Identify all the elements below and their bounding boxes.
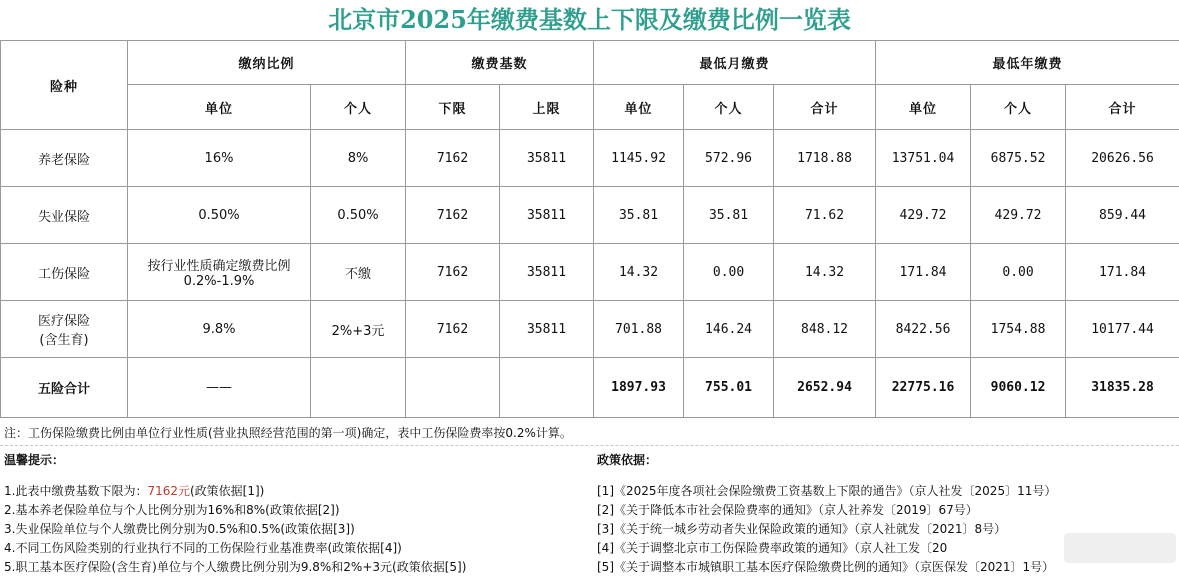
- table-row-unemployment: [1, 187, 1179, 244]
- unit-rate: ——: [128, 358, 311, 418]
- row-name: 五险合计: [1, 358, 128, 418]
- tips-heading: 温馨提示：: [4, 453, 65, 467]
- basis-item: [3]《关于统一城乡劳动者失业保险政策的通知》（京人社就发〔2021〕8号）: [597, 522, 1007, 536]
- monthly-unit: 1897.93: [594, 358, 684, 418]
- base-upper: 35811: [500, 187, 594, 244]
- annual-unit: 22775.16: [876, 358, 971, 418]
- tip-item: 4.不同工伤风险类别的行业执行不同的工伤保险行业基准费率(政策依据[4]): [4, 541, 402, 555]
- empty-cell: [406, 358, 500, 418]
- basis-item: [5]《关于调整本市城镇职工基本医疗保险缴费比例的通知》（京医保发〔2021〕1号）: [597, 560, 1055, 574]
- unit-rate: 9.8%: [128, 301, 311, 358]
- personal-rate: 不缴: [311, 244, 406, 301]
- base-upper: 35811: [500, 130, 594, 187]
- monthly-unit: 14.32: [594, 244, 684, 301]
- basis-heading: 政策依据：: [597, 453, 658, 467]
- tip-highlight-value: 7162元: [147, 484, 190, 498]
- annual-total: 171.84: [1066, 244, 1179, 301]
- header-rate: 缴纳比例: [128, 41, 406, 85]
- unit-rate: 0.50%: [128, 187, 311, 244]
- unit-rate: 16%: [128, 130, 311, 187]
- base-lower: 7162: [406, 187, 500, 244]
- monthly-unit: 35.81: [594, 187, 684, 244]
- table-row-work-injury: [1, 244, 1179, 301]
- header-min-annual: 最低年缴费: [876, 41, 1179, 85]
- basis-item: [1]《2025年度各项社会保险缴费工资基数上下限的通告》（京人社发〔2025〕11号）: [597, 484, 1057, 498]
- row-name: 工伤保险: [1, 244, 128, 301]
- base-lower: 7162: [406, 244, 500, 301]
- policy-basis-list: [597, 482, 1056, 577]
- monthly-total: 14.32: [774, 244, 876, 301]
- personal-rate: 2%+3元: [311, 301, 406, 358]
- annual-unit: 171.84: [876, 244, 971, 301]
- header-base-upper: 上限: [500, 85, 594, 130]
- annual-unit: 8422.56: [876, 301, 971, 358]
- header-rate-personal: 个人: [311, 85, 406, 130]
- monthly-total: 71.62: [774, 187, 876, 244]
- header-monthly-unit: 单位: [594, 85, 684, 130]
- unit-rate: 按行业性质确定缴费比例0.2%-1.9%: [128, 244, 311, 301]
- annual-total: 10177.44: [1066, 301, 1179, 358]
- divider: [0, 445, 1179, 446]
- header-base: 缴费基数: [406, 41, 594, 85]
- annual-personal: 6875.52: [971, 130, 1066, 187]
- personal-rate: 8%: [311, 130, 406, 187]
- base-lower: 7162: [406, 301, 500, 358]
- header-monthly-personal: 个人: [684, 85, 774, 130]
- annual-total: 859.44: [1066, 187, 1179, 244]
- basis-item: [4]《关于调整北京市工伤保险费率政策的通知》（京人社工发〔20: [597, 541, 948, 555]
- annual-personal: 9060.12: [971, 358, 1066, 418]
- table-row-medical: [1, 301, 1179, 358]
- header-row-1: [1, 41, 1179, 85]
- empty-cell: [500, 358, 594, 418]
- tips-list: [4, 482, 466, 577]
- contribution-table: [0, 40, 1179, 418]
- table-note: 注：工伤保险缴费比例由单位行业性质(营业执照经营范围的第一项)确定，表中工伤保险费率按0.2%计算。: [4, 426, 572, 440]
- row-name: 医疗保险(含生育): [1, 301, 128, 358]
- tip-item-text: (政策依据[1]): [190, 484, 265, 498]
- header-annual-total: 合计: [1066, 85, 1179, 130]
- header-row-2: [1, 85, 1179, 130]
- table-row-pension: [1, 130, 1179, 187]
- monthly-unit: 701.88: [594, 301, 684, 358]
- header-base-lower: 下限: [406, 85, 500, 130]
- empty-cell: [311, 358, 406, 418]
- row-name: 养老保险: [1, 130, 128, 187]
- page-title: 北京市2025年缴费基数上下限及缴费比例一览表: [328, 5, 851, 34]
- row-name: 失业保险: [1, 187, 128, 244]
- table-row-total: [1, 358, 1179, 418]
- basis-item: [2]《关于降低本市社会保险费率的通知》（京人社养发〔2019〕67号）: [597, 503, 978, 517]
- tip-item: 3.失业保险单位与个人缴费比例分别为0.5%和0.5%(政策依据[3]): [4, 522, 355, 536]
- base-upper: 35811: [500, 244, 594, 301]
- base-upper: 35811: [500, 301, 594, 358]
- monthly-total: 2652.94: [774, 358, 876, 418]
- monthly-personal: 572.96: [684, 130, 774, 187]
- monthly-personal: 35.81: [684, 187, 774, 244]
- personal-rate: 0.50%: [311, 187, 406, 244]
- header-insurance-type: 险种: [1, 41, 128, 130]
- tip-item: [4, 482, 466, 501]
- tip-item: 5.职工基本医疗保险(含生育)单位与个人缴费比例分别为9.8%和2%+3元(政策依据[5]): [4, 560, 467, 574]
- header-monthly-total: 合计: [774, 85, 876, 130]
- annual-total: 20626.56: [1066, 130, 1179, 187]
- header-rate-unit: 单位: [128, 85, 311, 130]
- monthly-total: 1718.88: [774, 130, 876, 187]
- tip-item-text: 1.此表中缴费基数下限为：: [4, 484, 148, 498]
- tip-item: 2.基本养老保险单位与个人比例分别为16%和8%(政策依据[2]): [4, 503, 340, 517]
- header-annual-personal: 个人: [971, 85, 1066, 130]
- monthly-total: 848.12: [774, 301, 876, 358]
- monthly-personal: 146.24: [684, 301, 774, 358]
- monthly-unit: 1145.92: [594, 130, 684, 187]
- annual-personal: 1754.88: [971, 301, 1066, 358]
- watermark: [1064, 533, 1176, 563]
- header-min-monthly: 最低月缴费: [594, 41, 876, 85]
- monthly-personal: 0.00: [684, 244, 774, 301]
- annual-unit: 13751.04: [876, 130, 971, 187]
- monthly-personal: 755.01: [684, 358, 774, 418]
- annual-personal: 0.00: [971, 244, 1066, 301]
- annual-personal: 429.72: [971, 187, 1066, 244]
- annual-unit: 429.72: [876, 187, 971, 244]
- header-annual-unit: 单位: [876, 85, 971, 130]
- base-lower: 7162: [406, 130, 500, 187]
- annual-total: 31835.28: [1066, 358, 1179, 418]
